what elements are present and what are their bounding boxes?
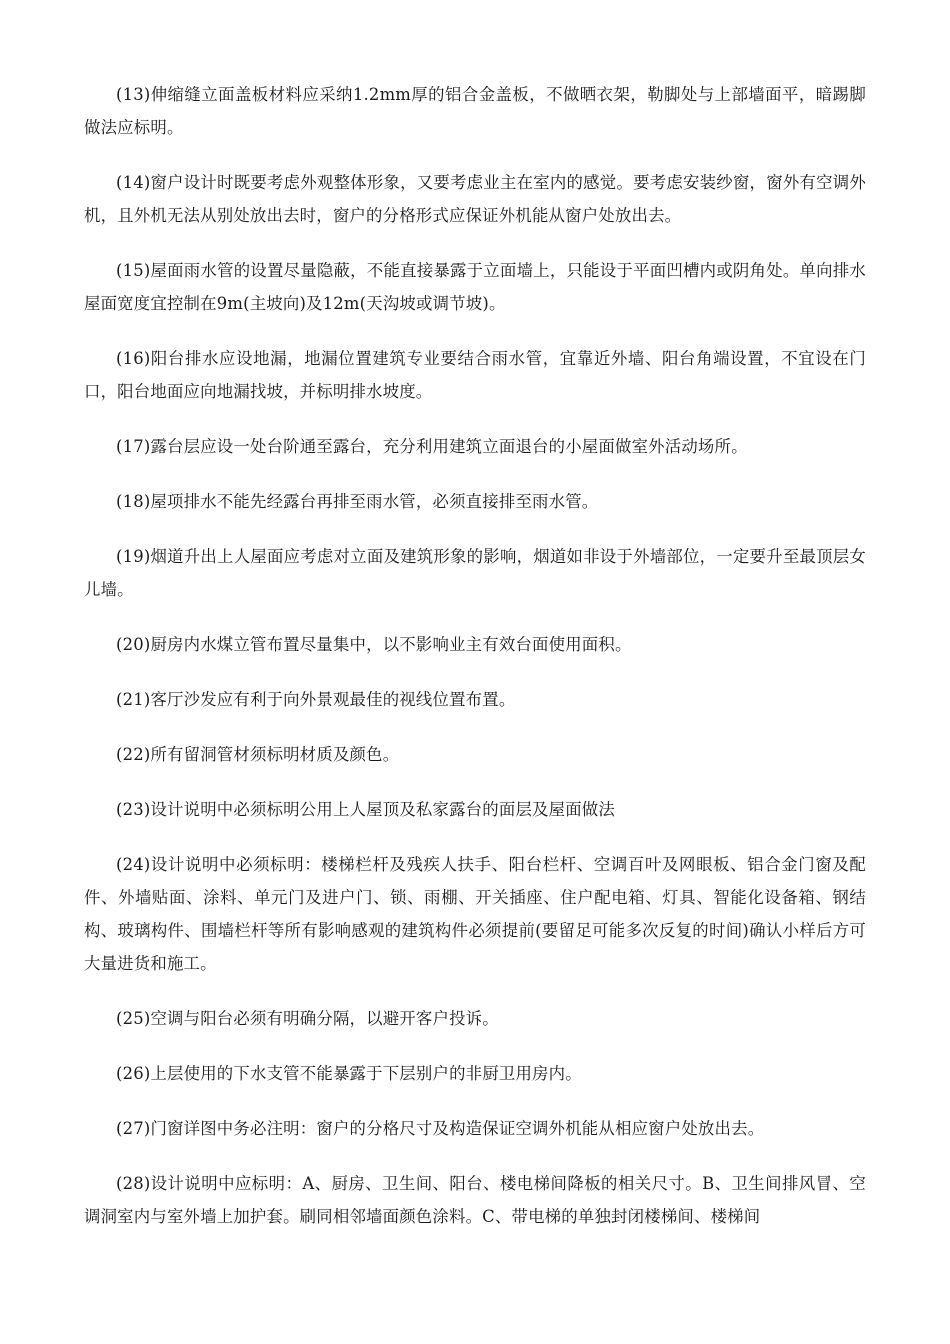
paragraph-23: (23)设计说明中必须标明公用上人屋顶及私家露台的面层及屋面做法	[116, 800, 615, 819]
paragraph-20: (20)厨房内水煤立管布置尽量集中，以不影响业主有效台面使用面积。	[116, 635, 632, 654]
paragraph-18: (18)屋项排水不能先经露台再排至雨水管，必须直接排至雨水管。	[116, 492, 599, 511]
paragraph-15: (15)屋面雨水管的设置尽量隐蔽，不能直接暴露于立面墙上，只能设于平面凹槽内或阴角处。单向排水屋面宽度宜控制在9m(主坡向)及12m(天沟坡或调节坡)。	[84, 261, 866, 313]
paragraph-17: (17)露台层应设一处台阶通至露台，充分利用建筑立面退台的小屋面做室外活动场所。	[116, 437, 748, 456]
paragraph-27: (27)门窗详图中务必注明：窗户的分格尺寸及构造保证空调外机能从相应窗户处放出去。	[116, 1119, 765, 1138]
paragraph-21: (21)客厅沙发应有利于向外景观最佳的视线位置布置。	[116, 690, 516, 709]
paragraph-25: (25)空调与阳台必须有明确分隔，以避开客户投诉。	[116, 1009, 499, 1028]
paragraph-14: (14)窗户设计时既要考虑外观整体形象，又要考虑业主在室内的感觉。要考虑安装纱窗，窗外有空调外机，且外机无法从别处放出去时，窗户的分格形式应保证外机能从窗户处放出去。	[84, 173, 866, 225]
paragraph-26: (26)上层使用的下水支管不能暴露于下层别户的非厨卫用房内。	[116, 1064, 582, 1083]
paragraph-22: (22)所有留洞管材须标明材质及颜色。	[116, 745, 400, 764]
paragraph-16: (16)阳台排水应设地漏，地漏位置建筑专业要结合雨水管，宜靠近外墙、阳台角端设置，不宜设在门口，阳台地面应向地漏找坡，并标明排水坡度。	[84, 349, 866, 401]
paragraph-24: (24)设计说明中必须标明：楼梯栏杆及残疾人扶手、阳台栏杆、空调百叶及网眼板、铝合金门窗及配件、外墙贴面、涂料、单元门及进户门、锁、雨棚、开关插座、住户配电箱、灯具、智能化设备箱、钢结构、玻璃构件、围墙栏杆等所有影响感观的建筑构件必须提前(要留足可能多次反复的时间)确认小样后方可大量进货和施工。	[84, 855, 866, 973]
paragraph-19: (19)烟道升出上人屋面应考虑对立面及建筑形象的影响，烟道如非设于外墙部位，一定要升至最顶层女儿墙。	[84, 547, 866, 599]
paragraph-13: (13)伸缩缝立面盖板材料应采纳1.2mm厚的铝合金盖板，不做晒衣架，勒脚处与上部墙面平，暗踢脚做法应标明。	[84, 85, 866, 137]
paragraph-28: (28)设计说明中应标明：A、厨房、卫生间、阳台、楼电梯间降板的相关尺寸。B、卫生间排风冒、空调洞室内与室外墙上加护套。刷同相邻墙面颜色涂料。C、带电梯的单独封闭楼梯间、楼梯间	[84, 1174, 866, 1226]
